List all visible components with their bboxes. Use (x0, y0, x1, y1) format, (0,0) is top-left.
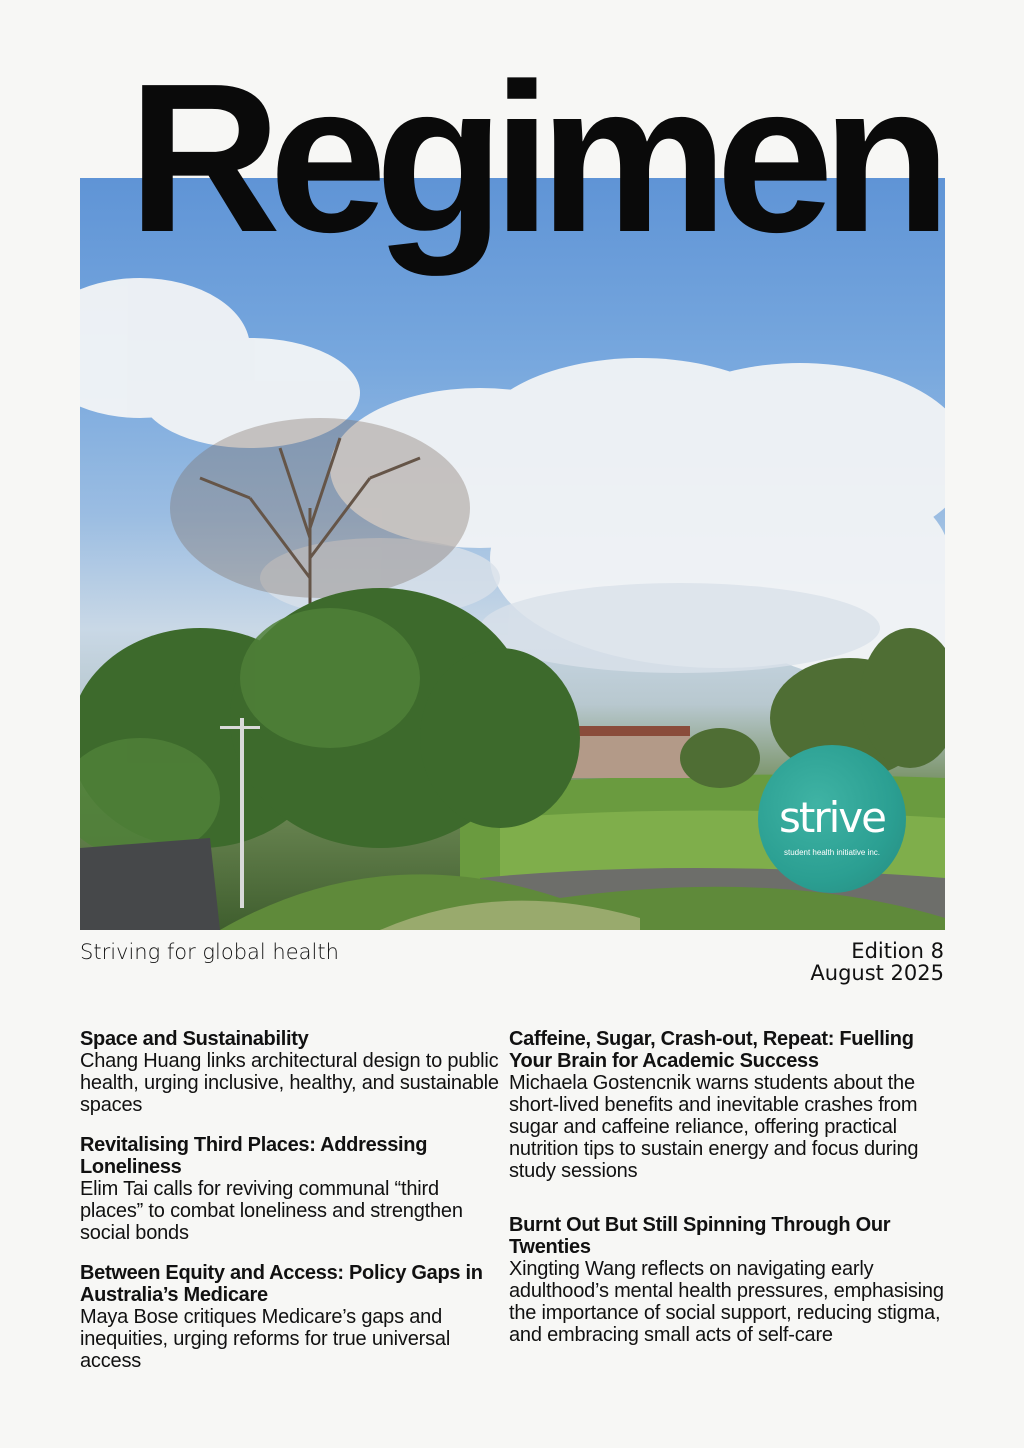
logo-subtitle: student health initiative inc. (783, 848, 881, 857)
article-summary: Michaela Gostencnik warns students about the short-lived benefits and inevitable crashes from sugar and caffeine reliance, offering practical nutrition tips to sustain energy and focus during study sessions (509, 1072, 919, 1182)
masthead-title: Regimen (128, 39, 940, 276)
article-title: Between Equity and Access: Policy Gaps in Australia’s Medicare (80, 1262, 483, 1306)
tagline: Striving for global health (80, 940, 339, 964)
articles-left-column (80, 1028, 500, 1390)
article-summary: Chang Huang links architectural design to public health, urging inclusive, healthy, and sustainable spaces (80, 1050, 499, 1116)
article-title: Revitalising Third Places: Addressing Loneliness (80, 1134, 428, 1178)
logo-word: strive (779, 793, 885, 842)
articles-right-column (509, 1028, 949, 1378)
edition-info (810, 940, 944, 984)
article-summary: Maya Bose critiques Medicare’s gaps and inequities, urging reforms for true universal access (80, 1306, 451, 1372)
strive-logo (758, 745, 906, 893)
article-item (80, 1028, 500, 1116)
article-item (509, 1028, 949, 1182)
article-item (509, 1214, 949, 1346)
article-item (80, 1262, 500, 1372)
article-title: Caffeine, Sugar, Crash-out, Repeat: Fuelling Your Brain for Academic Success (509, 1028, 914, 1072)
article-title: Space and Sustainability (80, 1028, 309, 1050)
edition-number: Edition 8 (851, 939, 944, 963)
article-title: Burnt Out But Still Spinning Through Our Twenties (509, 1214, 891, 1258)
edition-date: August 2025 (810, 961, 944, 985)
article-summary: Xingting Wang reflects on navigating early adulthood’s mental health pressures, emphasising the importance of social support, reducing stigma, and embracing small acts of self-care (509, 1258, 944, 1346)
article-summary: Elim Tai calls for reviving communal “third places” to combat loneliness and strengthen social bonds (80, 1178, 463, 1244)
article-item (80, 1134, 500, 1244)
